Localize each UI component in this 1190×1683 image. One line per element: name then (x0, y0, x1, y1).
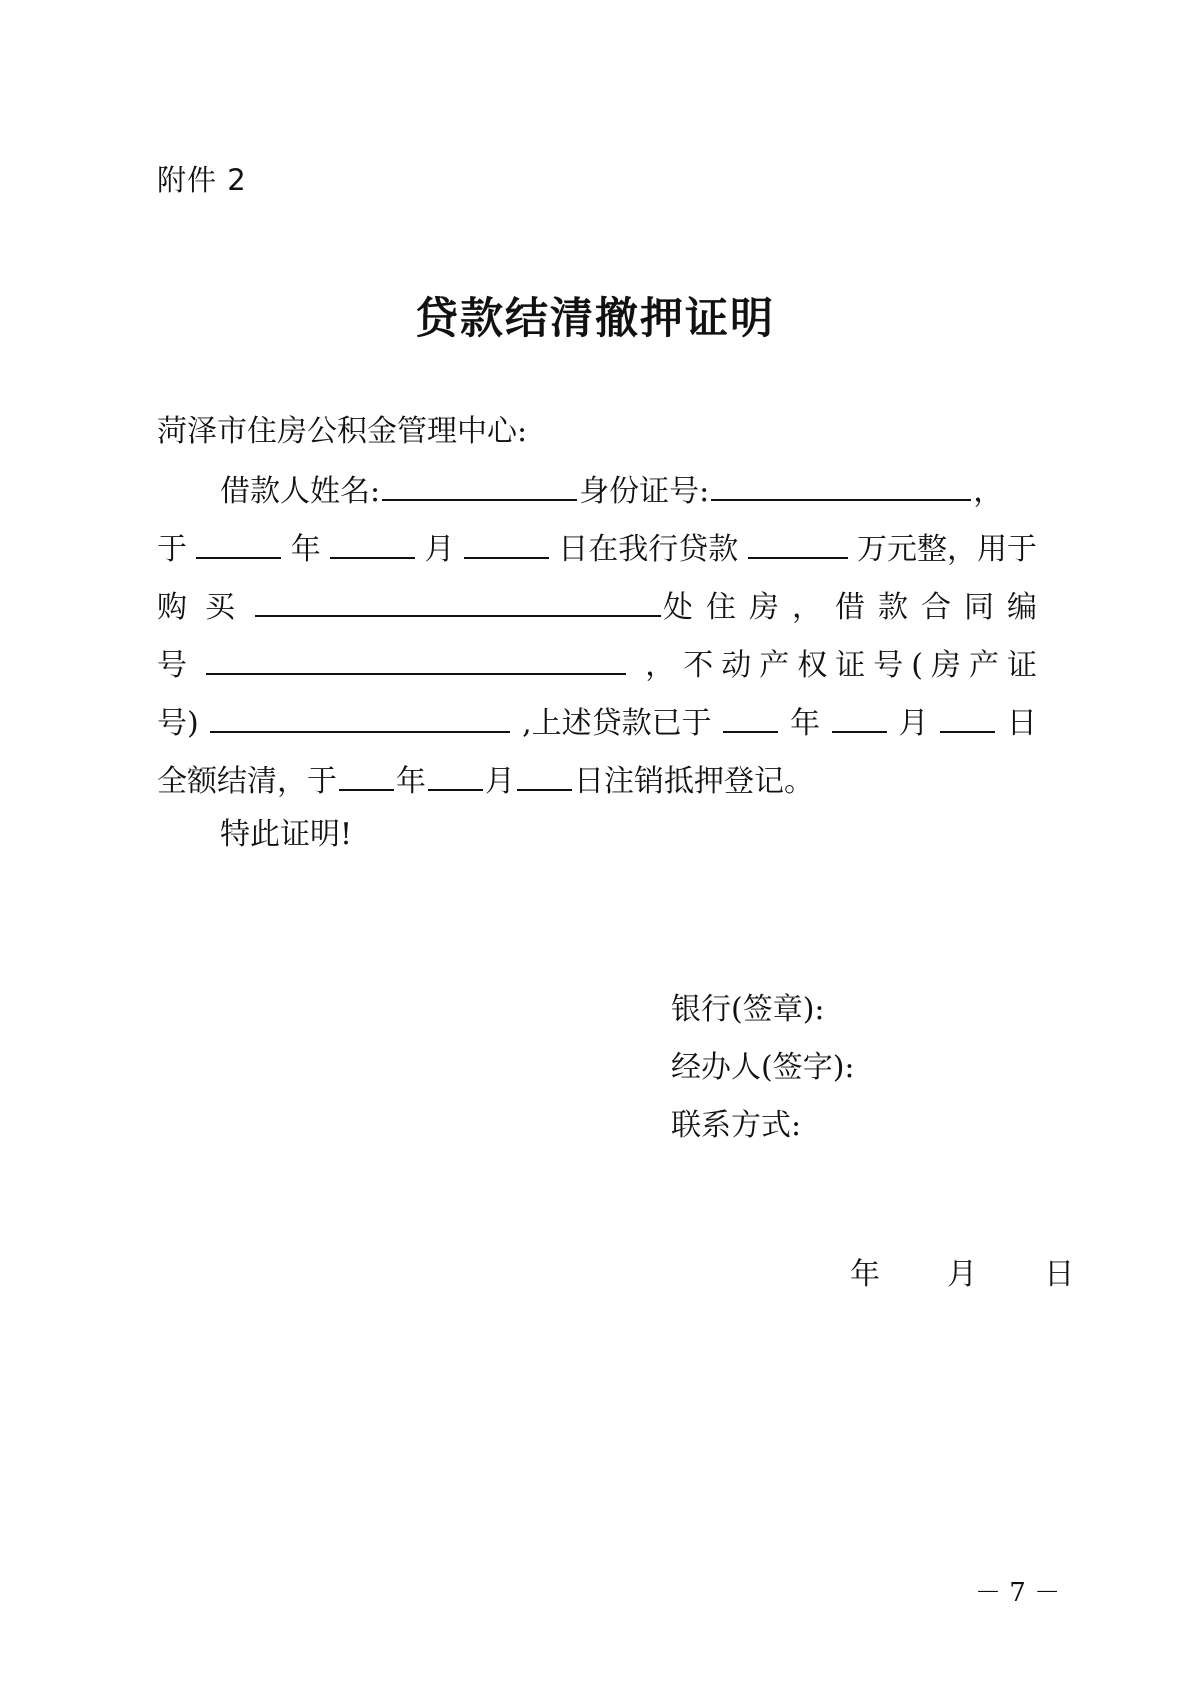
cancel-month-blank[interactable] (428, 757, 483, 791)
contact-label: 联系方式: (671, 1108, 802, 1143)
loan-year-blank[interactable] (196, 525, 281, 559)
text-number-close: 号) (157, 706, 199, 741)
text-loan-at-bank: 日在我行贷款 (558, 532, 739, 567)
text-purchase: 购买 (157, 590, 253, 625)
certificate-number-blank[interactable] (210, 699, 510, 733)
text-month: 月 (424, 532, 455, 567)
date-month: 月 (947, 1257, 978, 1292)
id-number-label: 身份证号: (579, 474, 710, 509)
borrower-name-blank[interactable] (382, 467, 577, 501)
date-year: 年 (850, 1257, 880, 1292)
page-number: － 7 － (975, 1578, 1061, 1608)
text-year: 年 (290, 532, 321, 567)
contract-number-blank[interactable] (206, 641, 626, 675)
contract-number-line (157, 641, 1045, 686)
text-amount-unit: 万元整，用于 (857, 532, 1037, 567)
settle-day-blank[interactable] (940, 699, 995, 733)
text-month-3: 月 (485, 764, 515, 799)
text-year-3: 年 (396, 764, 426, 799)
id-number-blank[interactable] (711, 467, 971, 501)
bank-seal-label: 银行(签章): (671, 992, 825, 1027)
text-property-contract: 处住房，借款合同编 (663, 590, 1050, 625)
loan-day-blank[interactable] (464, 525, 549, 559)
property-address-blank[interactable] (255, 583, 661, 617)
handler-signature-label: 经办人(签字): (671, 1050, 855, 1085)
text-year-2: 年 (790, 706, 821, 741)
borrower-name-label: 借款人姓名: (220, 474, 381, 509)
closing-statement: 特此证明! (220, 817, 353, 852)
document-title: 贷款结清撤押证明 (415, 294, 775, 344)
cancel-mortgage-line (157, 757, 814, 802)
date-day: 日 (1044, 1257, 1075, 1292)
settle-year-blank[interactable] (723, 699, 778, 733)
loan-month-blank[interactable] (330, 525, 415, 559)
cancel-year-blank[interactable] (339, 757, 394, 791)
settle-month-blank[interactable] (832, 699, 887, 733)
text-day-2: 日 (1006, 706, 1037, 741)
property-line (157, 583, 1050, 628)
text-full-settled: 全额结清，于 (157, 764, 337, 799)
text-yu: 于 (157, 532, 187, 567)
signature-date (850, 1255, 1074, 1295)
text-month-2: 月 (898, 706, 929, 741)
text-cancel-registration: 日注销抵押登记。 (574, 764, 814, 799)
certificate-line (157, 699, 1037, 744)
cancel-day-blank[interactable] (517, 757, 572, 791)
attachment-label: 附件 2 (157, 163, 247, 197)
text-loan-settled: ,上述贷款已于 (522, 706, 712, 741)
loan-date-line (157, 525, 1037, 570)
borrower-line (220, 467, 1003, 512)
text-number: 号 (157, 648, 187, 683)
comma: ， (973, 474, 1004, 509)
loan-amount-blank[interactable] (748, 525, 848, 559)
salutation: 菏泽市住房公积金管理中心: (157, 414, 528, 449)
text-property-certificate: ，不动产权证号(房产证 (645, 648, 1045, 683)
